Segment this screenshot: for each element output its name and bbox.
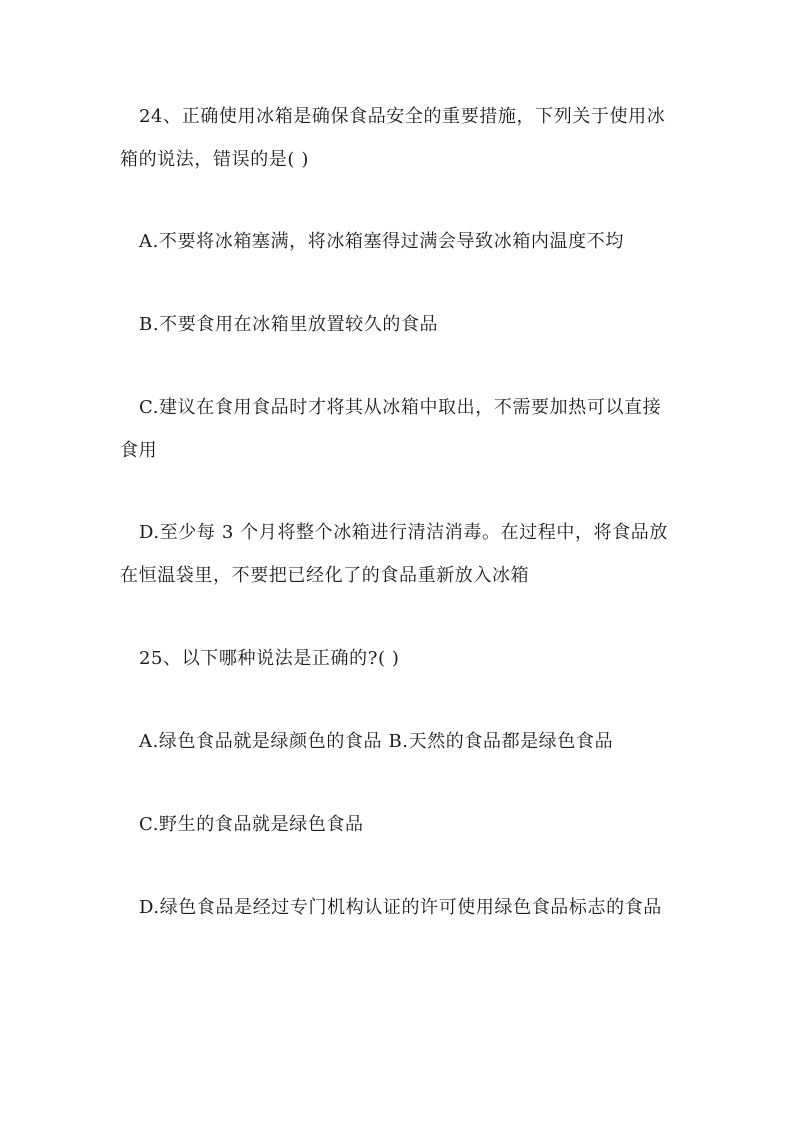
question-25-option-d: D.绿色食品是经过专门机构认证的许可使用绿色食品标志的食品 <box>139 897 662 918</box>
question-24-stem-line-1: 24、正确使用冰箱是确保食品安全的重要措施，下列关于使用冰 <box>139 106 666 127</box>
question-25-option-c: C.野生的食品就是绿色食品 <box>139 814 364 835</box>
question-24-option-d-line-2: 在恒温袋里，不要把已经化了的食品重新放入冰箱 <box>120 565 530 586</box>
question-24-option-c-line-1: C.建议在食用食品时才将其从冰箱中取出，不需要加热可以直接 <box>139 397 662 418</box>
question-24-option-d-line-1: D.至少每 3 个月将整个冰箱进行清洁消毒。在过程中，将食品放 <box>139 522 669 543</box>
question-24-option-b: B.不要食用在冰箱里放置较久的食品 <box>139 314 439 335</box>
question-24-option-a: A.不要将冰箱塞满，将冰箱塞得过满会导致冰箱内温度不均 <box>139 231 624 252</box>
question-24-stem-line-2: 箱的说法，错误的是( ) <box>120 149 309 170</box>
question-25-option-a-b: A.绿色食品就是绿颜色的食品 B.天然的食品都是绿色食品 <box>139 731 614 752</box>
question-24-option-c-line-2: 食用 <box>120 440 158 461</box>
question-25-stem: 25、以下哪种说法是正确的?( ) <box>139 648 400 669</box>
